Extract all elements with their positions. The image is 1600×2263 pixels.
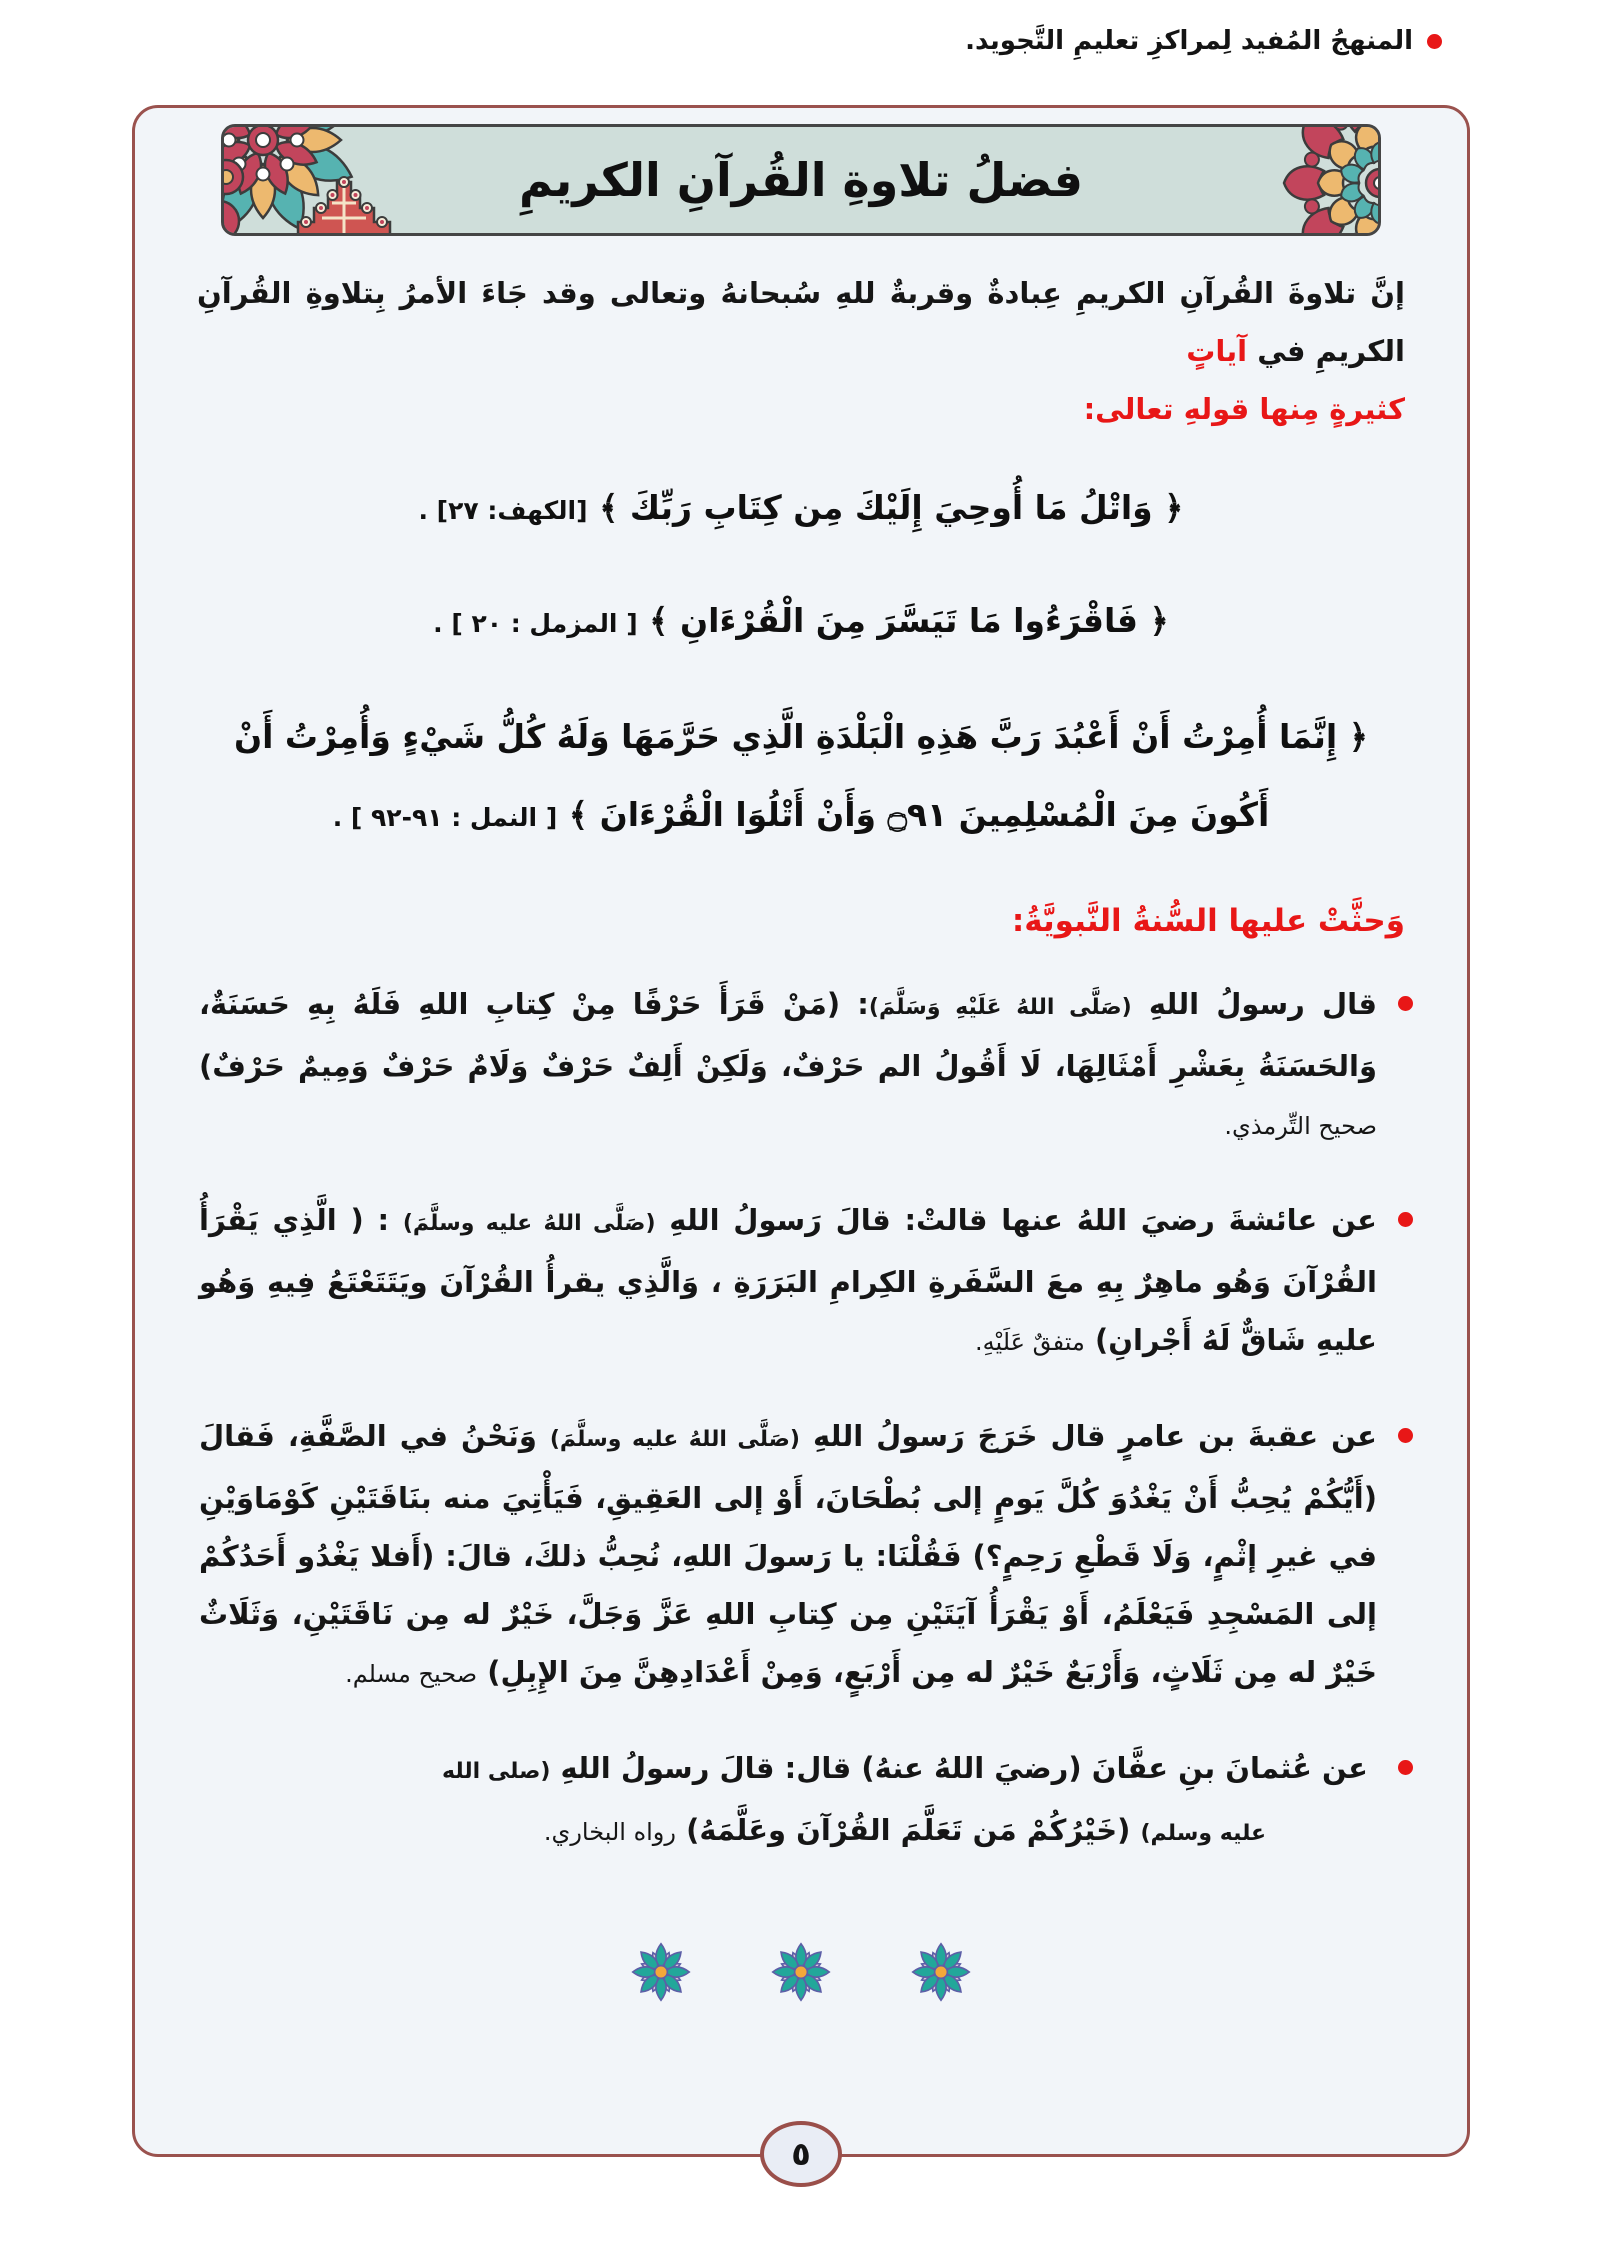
hadith-intro: عن عُثمانَ بنِ عفَّانَ (رضيَ اللهُ عنهُ) قال: قالَ رسولُ اللهِ — [550, 1751, 1368, 1785]
hadith-source: رواه البخاري. — [543, 1818, 676, 1846]
bullet-icon — [1398, 1212, 1413, 1227]
page-number: ٥ — [791, 2135, 811, 2173]
quran-verse — [183, 476, 1419, 543]
crown-ornament-icon — [296, 174, 392, 236]
hadith-intro: قال رسولُ اللهِ — [1131, 987, 1377, 1021]
hadith-body: (خَيْرُكُمْ مَن تَعَلَّمَ القُرْآنَ وعَلَّمَهُ) — [676, 1813, 1141, 1847]
bullet-icon — [1398, 1428, 1413, 1443]
salawat-text: (صلى الله عليه وسلم) — [442, 1759, 1267, 1846]
page-frame — [132, 105, 1470, 2173]
footer-ornament-row — [183, 1941, 1419, 2003]
quran-verse — [183, 589, 1419, 656]
hadith-body: : (مَنْ قَرَأَ حَرْفًا مِنْ كِتابِ اللهِ فَلَهُ بِهِ حَسَنَةٌ، وَالحَسَنَةُ بِعَشْرِ أَمْثَالِهَا، لَا أَقُولُ الم حَرْفٌ، وَلَكِنْ أَلِفٌ حَرْفٌ وَلَامٌ حَرْفٌ وَمِيمٌ حَرْفٌ) — [199, 987, 1377, 1083]
intro-highlight: آياتٍ — [1186, 334, 1248, 368]
flower-ornament-icon — [630, 1941, 692, 2003]
intro-text: إنَّ تلاوةَ القُرآنِ الكريمِ عِبادةٌ وقربةٌ للهِ سُبحانهُ وتعالى وقد جَاءَ الأمرُ بِتلاوةِ القُرآنِ الكريمِ في — [197, 276, 1405, 368]
hadith-item — [433, 1739, 1377, 1863]
intro-paragraph — [197, 264, 1405, 438]
quran-verse — [183, 698, 1419, 857]
hadith-intro: عن عقبةَ بن عامرٍ قال خَرَجَ رَسولُ اللهِ — [800, 1419, 1377, 1453]
hadith-item — [199, 1191, 1377, 1371]
hadith-source: صحيح مسلم. — [345, 1660, 478, 1688]
flower-ornament-icon — [910, 1941, 972, 2003]
bullet-icon — [1427, 34, 1442, 49]
bullet-icon — [1398, 996, 1413, 1011]
salawat-text: (صَلَّى اللهُ عليه وسلَّمَ) — [549, 1427, 800, 1452]
verse-reference: [الكهف: ٢٧] . — [418, 496, 588, 525]
hadith-intro: عن عائشةَ رضيَ اللهُ عنها قالتْ: قالَ رَسولُ اللهِ — [655, 1203, 1377, 1237]
hadith-item — [199, 1407, 1377, 1703]
section-heading: وَحثَّتْ عليها السُّنةُ النَّبويَّةُ: — [1011, 903, 1405, 939]
salawat-text: (صَلَّى اللهُ عَلَيْهِ وَسَلَّمَ) — [868, 995, 1132, 1020]
book-header-text: المنهجُ المُفيد لِمراكزِ تعليمِ التَّجويد. — [965, 26, 1413, 56]
verse-reference: [ المزمل : ٢٠ ] . — [433, 609, 638, 638]
hadith-source: صحيح التِّرمذي. — [1224, 1112, 1377, 1140]
verse-text: ﴿ فَاقْرَءُوا مَا تَيَسَّرَ مِنَ الْقُرْءَانِ ﴾ — [649, 601, 1169, 640]
hadith-source: متفقٌ عَلَيْهِ. — [975, 1328, 1085, 1356]
salawat-text: (صَلَّى اللهُ عليه وسلَّمَ) — [402, 1211, 656, 1236]
intro-lead-in: كثيرةٍ مِنها قولهِ تعالى: — [1083, 392, 1405, 426]
verse-text: ﴿ إِنَّمَا أُمِرْتُ أَنْ أَعْبُدَ رَبَّ هَذِهِ الْبَلْدَةِ الَّذِي حَرَّمَهَا وَلَهُ كُلُّ شَيْءٍ وَأُمِرْتُ أَنْ أَكُونَ مِنَ الْمُسْلِمِينَ ۝٩١ وَأَنْ أَتْلُوَا الْقُرْءَانَ ﴾ — [233, 717, 1369, 834]
flower-ornament-icon — [770, 1941, 832, 2003]
page-title: فضلُ تلاوةِ القُرآنِ الكريمِ — [518, 153, 1084, 207]
hadith-item — [199, 975, 1377, 1155]
hadith-body: : ( الَّذِي يَقْرَأُ القُرْآنَ وَهُو ماهِرٌ بِهِ معَ السَّفَرةِ الكِرامِ البَرَرَةِ ، وَالَّذِي يقرأُ القُرْآنَ ويَتَتَعْتَعُ فِيهِ وَهُو عليهِ شَاقٌّ لَهُ أَجْرانِ) — [199, 1203, 1377, 1357]
verse-text: ﴿ وَاتْلُ مَا أُوحِيَ إِلَيْكَ مِن كِتَابِ رَبِّكَ ﴾ — [599, 488, 1184, 527]
running-head — [965, 26, 1442, 56]
hadith-body: وَنَحْنُ في الصَّفَّةِ، فَقالَ (أَيُّكُمْ يُحِبُّ أَنْ يَغْدُوَ كُلَّ يَومٍ إلى بُطْحَانَ، أَوْ إلى العَقِيقِ، فَيَأْتِيَ منه بنَاقَتَيْنِ كَوْمَاوَيْنِ في غيرِ إثْمٍ، وَلَا قَطْعِ رَحِمٍ؟) فَقُلْنَا: يا رَسولَ اللهِ، نُحِبُّ ذلكَ، قالَ: (أَفلا يَغْدُو أَحَدُكُمْ إلى المَسْجِدِ فَيَعْلَمُ، أَوْ يَقْرَأُ آيَتَيْنِ مِن كِتابِ اللهِ عَزَّ وَجَلَّ، خَيْرٌ له مِن نَاقَتَيْنِ، وَثَلَاثٌ خَيْرٌ له مِن ثَلَاثٍ، وَأَرْبَعٌ خَيْرٌ له مِن أَرْبَعٍ، وَمِنْ أَعْدَادِهِنَّ مِنَ الإِبِلِ) — [199, 1419, 1377, 1689]
verse-reference: [ النمل : ٩١-٩٢ ] . — [332, 803, 558, 832]
title-banner — [221, 124, 1381, 236]
edge-circles-ornament-icon — [221, 147, 270, 236]
page-number-badge — [760, 2121, 842, 2187]
bullet-icon — [1398, 1760, 1413, 1775]
page-content — [135, 264, 1467, 2003]
half-mandala-ornament-icon — [1262, 127, 1380, 236]
